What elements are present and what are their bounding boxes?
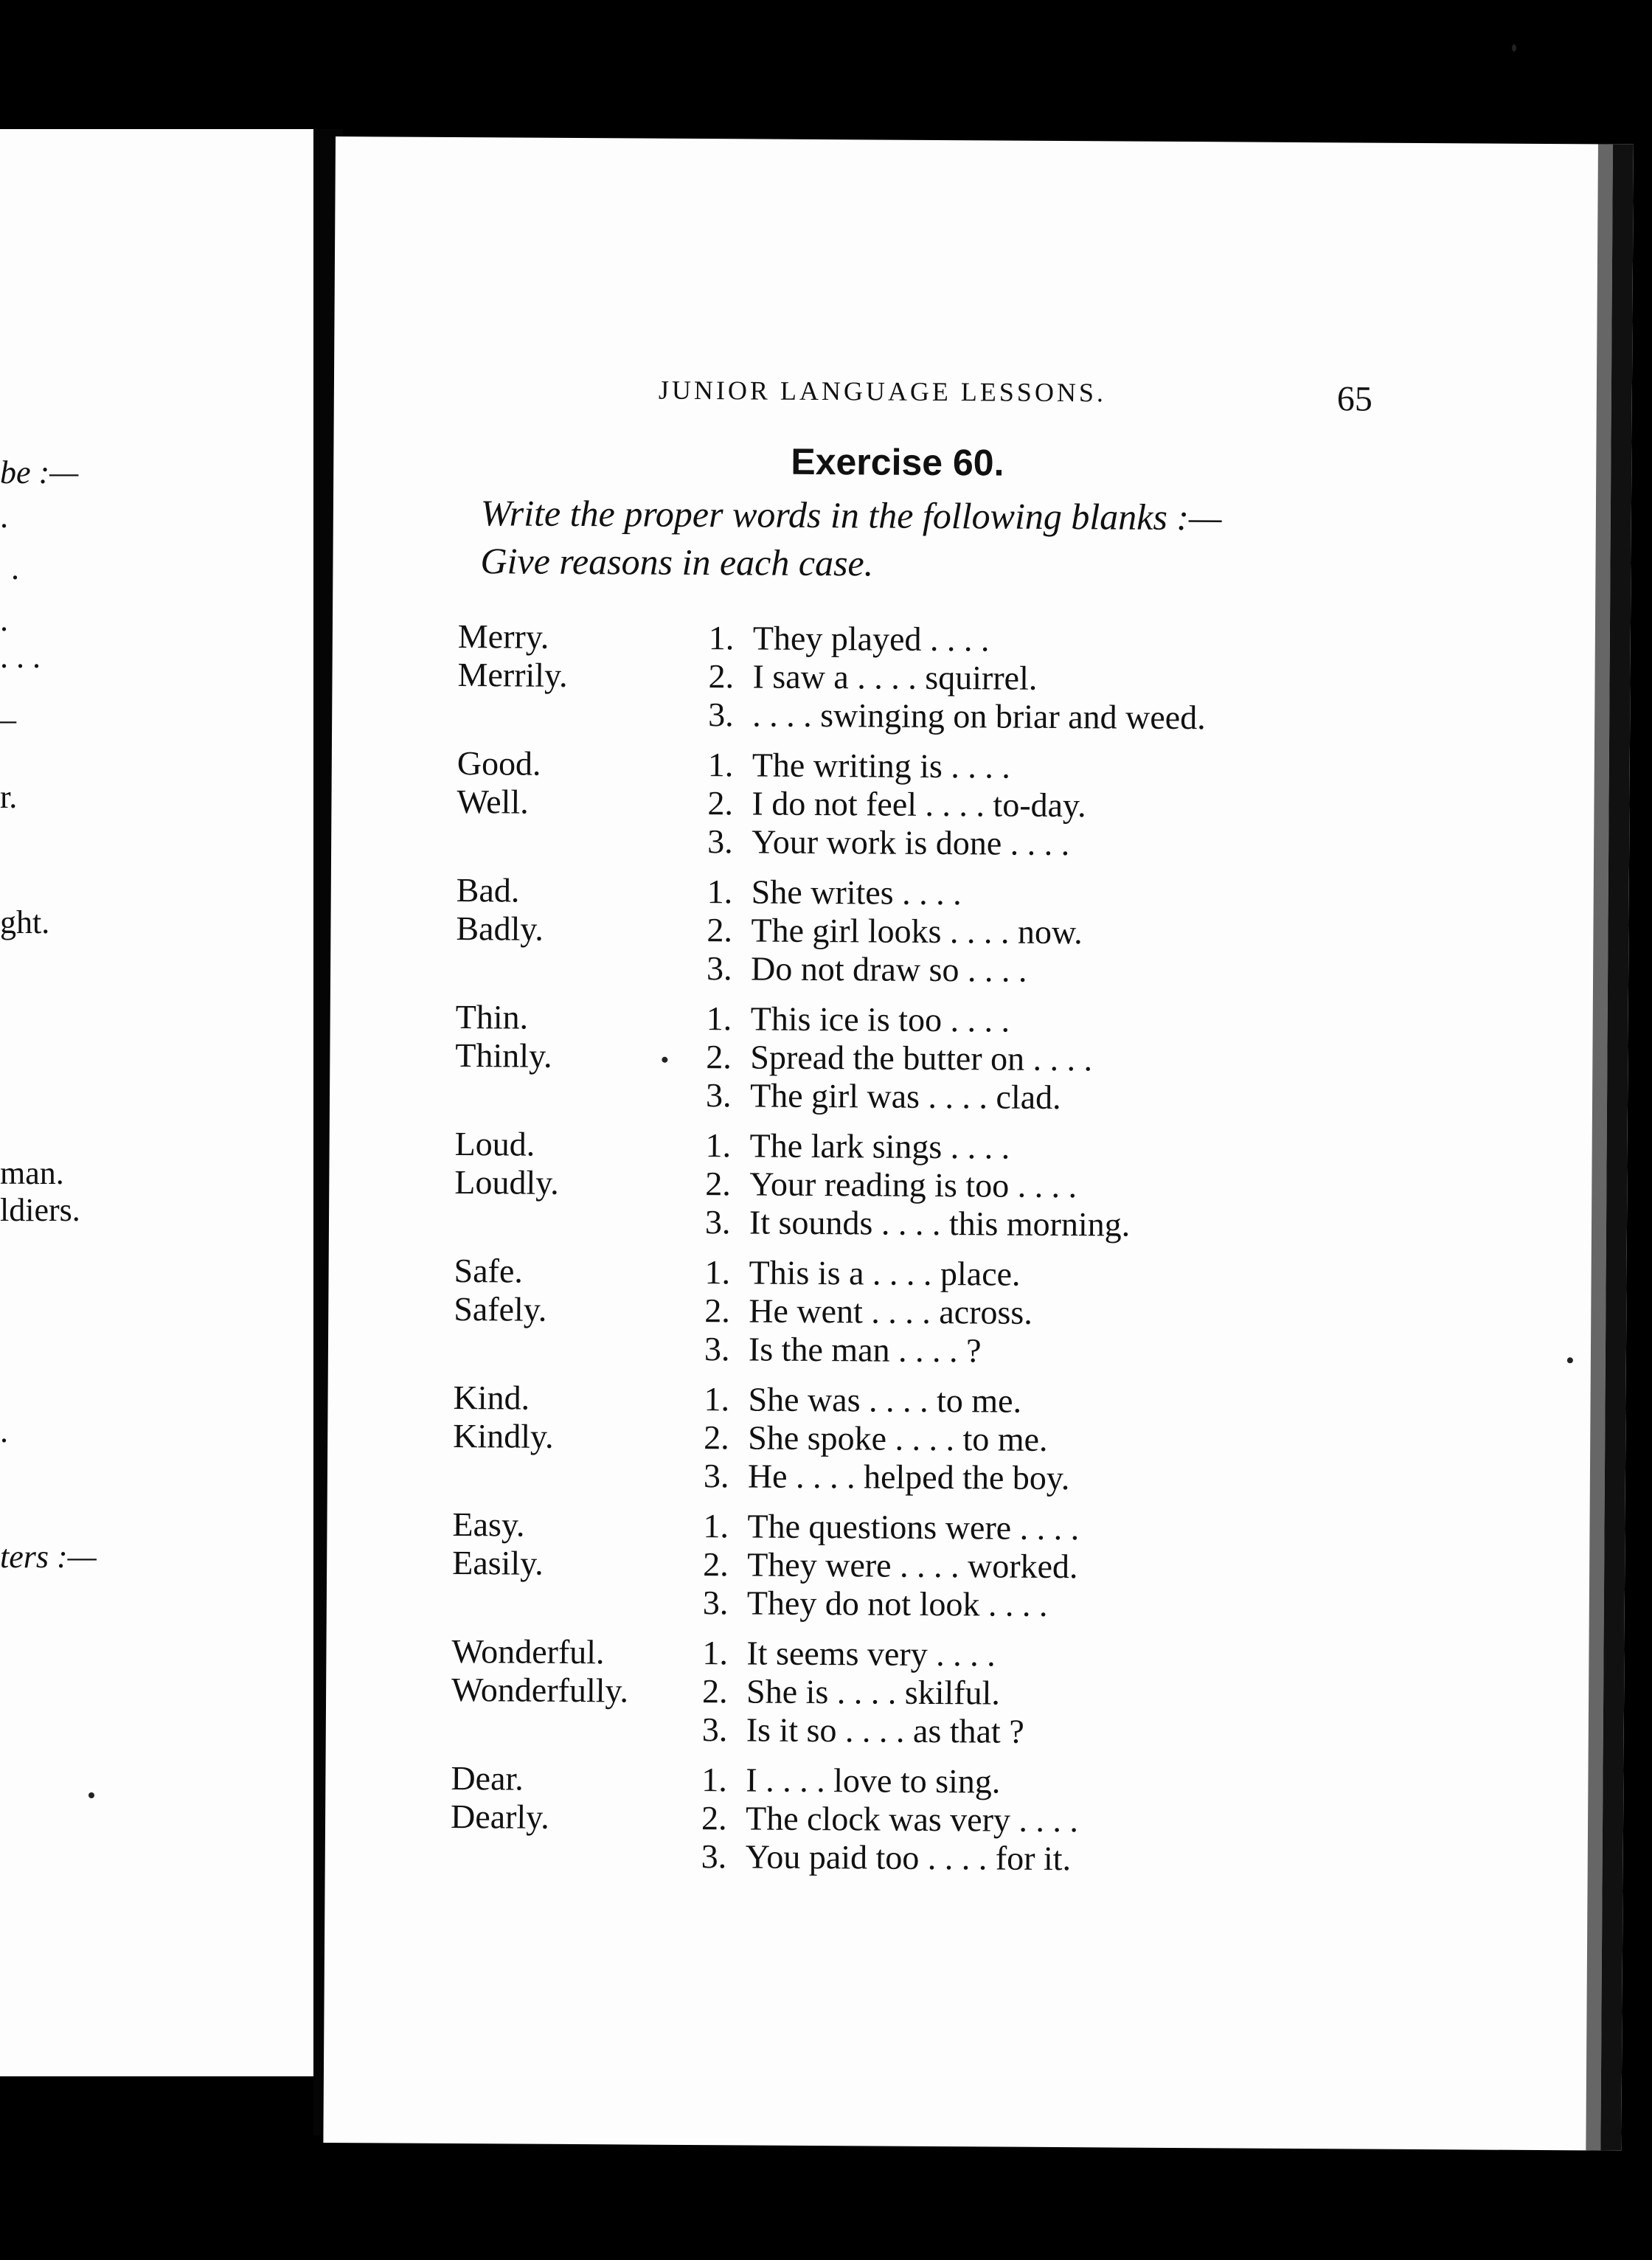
- word-pair-group: [454, 1124, 1414, 1257]
- ink-speck: [1567, 1357, 1573, 1363]
- sentence-text: Is it so . . . . as that ?: [746, 1710, 1024, 1750]
- choice-word: Well.: [457, 783, 529, 821]
- exercise-sentence: [704, 1329, 982, 1370]
- word-pair-group: [455, 997, 1415, 1130]
- left-fragment: .: [0, 499, 8, 535]
- sentence-text: They played . . . .: [752, 619, 990, 659]
- exercise-sentence: [701, 1798, 1078, 1840]
- choice-word: Dearly.: [450, 1797, 549, 1836]
- sentence-text: This ice is too . . . .: [750, 999, 1010, 1039]
- sentence-number: 2.: [701, 1672, 728, 1710]
- exercise-sentence: [708, 695, 1206, 737]
- sentence-number: 3.: [703, 1457, 729, 1495]
- left-fragment: man.: [0, 1155, 64, 1191]
- word-pair-group: [452, 1505, 1412, 1637]
- choice-word: Merry.: [457, 617, 549, 656]
- choice-word: Merrily.: [457, 656, 568, 694]
- sentence-number: 3.: [708, 696, 734, 734]
- sentence-number: 1.: [704, 1380, 730, 1418]
- word-pair-group: [453, 1378, 1412, 1511]
- exercise-sentence: [704, 1456, 1070, 1497]
- word-pair-group: [457, 743, 1416, 876]
- word-pair-group: [454, 1251, 1413, 1384]
- word-pair-group: [451, 1758, 1410, 1891]
- sentence-text: He went . . . . across.: [749, 1292, 1032, 1331]
- sentence-number: 2.: [703, 1545, 729, 1584]
- sentence-text: You paid too . . . . for it.: [745, 1837, 1072, 1878]
- word-pair-group: [451, 1632, 1411, 1764]
- exercise-sentence: [701, 1760, 1000, 1800]
- sentence-number: 3.: [705, 1076, 732, 1115]
- sentence-text: She was . . . . to me.: [748, 1380, 1022, 1420]
- exercise-sentence: [707, 822, 1069, 863]
- sentence-text: She is . . . . skilful.: [746, 1672, 1001, 1712]
- sentence-number: 1.: [707, 746, 734, 784]
- exercise-sentence: [704, 1379, 1021, 1421]
- sentence-number: 1.: [702, 1634, 729, 1672]
- instruction-line: Give reasons in each case.: [480, 540, 874, 584]
- sentence-number: 2.: [706, 1038, 732, 1076]
- sentence-number: 1.: [708, 619, 735, 657]
- left-page: [0, 129, 313, 2076]
- choice-word: Good.: [457, 744, 541, 783]
- word-pair-group: [456, 870, 1415, 1003]
- sentence-number: 2.: [707, 911, 733, 949]
- exercise-sentence: [708, 656, 1037, 698]
- sentence-number: 1.: [706, 999, 732, 1038]
- running-head: JUNIOR LANGUAGE LESSONS.: [658, 375, 1107, 408]
- exercise-sentence: [707, 910, 1083, 952]
- sentence-number: 2.: [705, 1165, 731, 1203]
- sentence-text: The writing is . . . .: [752, 746, 1011, 786]
- sentence-number: 2.: [707, 784, 734, 822]
- sentence-number: 2.: [704, 1292, 730, 1330]
- choice-word: Wonderful.: [451, 1632, 605, 1671]
- exercise-sentence: [706, 1075, 1061, 1117]
- left-fragment: ght.: [0, 904, 50, 940]
- ink-speck: [88, 1792, 94, 1798]
- left-fragment: be :—: [0, 454, 79, 491]
- exercise-sentence: [703, 1583, 1048, 1624]
- sentence-number: 2.: [708, 657, 735, 696]
- choice-word: Dear.: [451, 1758, 524, 1798]
- choice-word: Safe.: [454, 1252, 524, 1290]
- sentence-number: 3.: [704, 1330, 730, 1368]
- exercise-sentence: [705, 1202, 1131, 1244]
- page-number: 65: [1336, 379, 1373, 419]
- sentence-text: Is the man . . . . ?: [748, 1330, 982, 1370]
- choice-word: Wonderfully.: [451, 1670, 629, 1710]
- sentence-text: Your reading is too . . . .: [749, 1165, 1077, 1205]
- exercise-sentence: [707, 949, 1027, 990]
- sentence-text: Your work is done . . . .: [752, 822, 1070, 863]
- sentence-text: . . . . swinging on briar and weed.: [752, 696, 1206, 737]
- sentence-text: This is a . . . . place.: [749, 1253, 1021, 1293]
- choice-word: Loud.: [454, 1125, 535, 1163]
- ink-speck: [662, 1057, 667, 1063]
- sentence-number: 3.: [701, 1710, 728, 1749]
- left-fragment: . . .: [0, 639, 41, 675]
- exercise-sentence: [702, 1671, 1000, 1712]
- choice-word: Safely.: [454, 1290, 547, 1328]
- choice-word: Thin.: [455, 998, 529, 1036]
- sentence-text: The girl was . . . . clad.: [749, 1076, 1061, 1117]
- exercise-sentence: [707, 999, 1010, 1040]
- exercise-sentence: [707, 783, 1086, 825]
- exercise-sentence: [704, 1252, 1020, 1294]
- exercise-sentence: [708, 745, 1010, 786]
- sentence-text: He . . . . helped the boy.: [747, 1457, 1070, 1497]
- sentence-text: Do not draw so . . . .: [750, 949, 1027, 989]
- instruction-line: Write the proper words in the following blanks :—: [480, 492, 1222, 538]
- sentence-text: It seems very . . . .: [746, 1634, 996, 1674]
- sentence-number: 3.: [702, 1584, 729, 1622]
- sentence-number: 1.: [703, 1507, 729, 1545]
- left-fragment: –: [0, 701, 16, 738]
- right-page: [323, 136, 1634, 2151]
- choice-word: Loudly.: [454, 1163, 559, 1202]
- ink-speck: [1512, 44, 1516, 52]
- left-fragment: r.: [0, 779, 18, 815]
- exercise-sentence: [702, 1633, 996, 1674]
- exercise-sentence: [704, 1418, 1048, 1459]
- sentence-text: They do not look . . . .: [746, 1584, 1048, 1623]
- choice-word: Bad.: [456, 871, 520, 909]
- sentence-text: She spoke . . . . to me.: [748, 1418, 1048, 1458]
- choice-word: Kind.: [453, 1379, 530, 1417]
- word-pair-group: [457, 617, 1417, 749]
- sentence-text: I saw a . . . . squirrel.: [752, 657, 1038, 697]
- sentence-number: 1.: [707, 873, 733, 911]
- sentence-text: It sounds . . . . this morning.: [749, 1203, 1131, 1244]
- exercise-sentence: [706, 1037, 1092, 1078]
- exercise-sentence: [709, 618, 990, 659]
- sentence-number: 2.: [704, 1418, 729, 1457]
- sentence-text: I do not feel . . . . to-day.: [752, 784, 1086, 825]
- exercise-title: Exercise 60.: [791, 440, 1004, 484]
- left-fragment: .: [0, 602, 8, 638]
- exercise-sentence: [702, 1710, 1024, 1751]
- choice-word: Thinly.: [455, 1036, 552, 1075]
- sentence-text: I . . . . love to sing.: [746, 1761, 1001, 1800]
- sentence-number: 3.: [701, 1837, 727, 1876]
- sentence-number: 1.: [705, 1126, 732, 1165]
- sentence-text: The lark sings . . . .: [749, 1126, 1010, 1166]
- sentence-number: 3.: [704, 1203, 731, 1241]
- left-fragment: .: [11, 550, 19, 586]
- left-fragment: ldiers.: [0, 1192, 80, 1228]
- sentence-text: The questions were . . . .: [747, 1507, 1080, 1547]
- exercise-sentence: [704, 1291, 1032, 1332]
- choice-word: Badly.: [456, 909, 544, 948]
- left-fragment: ters :—: [0, 1539, 97, 1575]
- exercise-sentence: [705, 1164, 1077, 1205]
- choice-word: Easily.: [452, 1544, 544, 1582]
- sentence-text: The clock was very . . . .: [745, 1799, 1079, 1840]
- exercise-sentence: [703, 1506, 1079, 1547]
- choice-word: Easy.: [452, 1505, 525, 1544]
- sentence-text: The girl looks . . . . now.: [751, 911, 1083, 952]
- exercise-sentence: [703, 1545, 1078, 1586]
- sentence-text: Spread the butter on . . . .: [750, 1038, 1093, 1078]
- sentence-number: 1.: [704, 1253, 731, 1292]
- sentence-text: They were . . . . worked.: [747, 1545, 1078, 1586]
- left-fragment: .: [0, 1413, 8, 1449]
- sentence-number: 3.: [707, 822, 733, 861]
- sentence-text: She writes . . . .: [751, 873, 962, 912]
- exercise-sentence: [701, 1837, 1072, 1878]
- exercise-sentence: [707, 872, 962, 912]
- exercise-sentence: [705, 1126, 1010, 1167]
- sentence-number: 1.: [701, 1761, 728, 1799]
- sentence-number: 2.: [701, 1799, 727, 1837]
- sentence-number: 3.: [706, 949, 732, 988]
- choice-word: Kindly.: [453, 1417, 554, 1455]
